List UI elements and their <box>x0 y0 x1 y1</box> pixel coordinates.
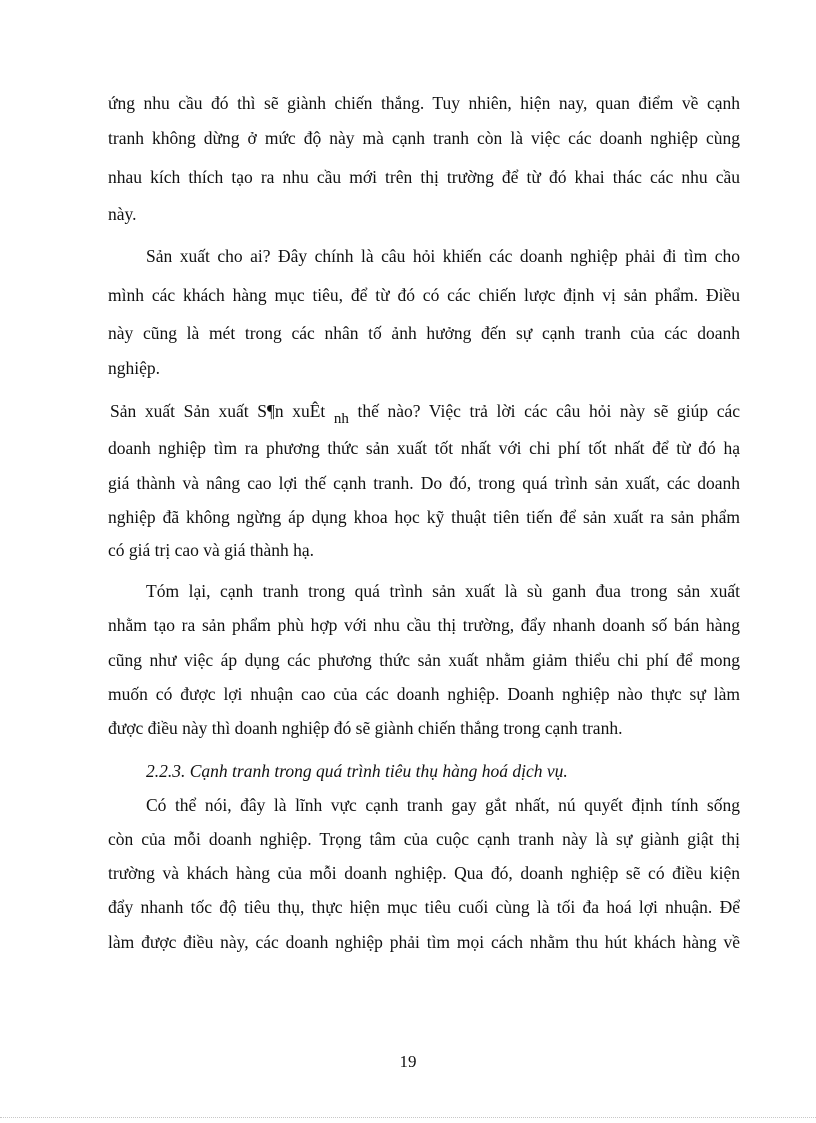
paragraph-first-line: Có thể nói, đây là lĩnh vực cạnh tranh gay gắt nhất, nú quyết định tính sống <box>146 795 740 815</box>
text-run: Sản xuất Sản xuất S¶n xuÊt <box>110 401 326 421</box>
text-line: được điều này thì doanh nghiệp đó sẽ giành chiến thắng trong cạnh tranh. <box>108 718 623 738</box>
text-line: doanh nghiệp tìm ra phương thức sản xuất tốt nhất với chi phí tốt nhất để từ đó hạ <box>108 438 740 458</box>
text-line: ứng nhu cầu đó thì sẽ giành chiến thắng. Tuy nhiên, hiện nay, quan điểm về cạnh <box>108 93 740 113</box>
text-line: nhau kích thích tạo ra nhu cầu mới trên thị trường để từ đó khai thác các nhu cầu <box>108 167 740 187</box>
text-line: muốn có được lợi nhuận cao của các doanh nghiệp. Doanh nghiệp nào thực sự làm <box>108 684 740 704</box>
text-line: nghiệp. <box>108 358 161 378</box>
text-line: tranh không dừng ở mức độ này mà cạnh tranh còn là việc các doanh nghiệp cùng <box>108 128 740 148</box>
text-line: này. <box>108 204 137 224</box>
paragraph-first-line: Tóm lại, cạnh tranh trong quá trình sản xuất là sù ganh đua trong sản xuất <box>146 581 740 601</box>
text-line: trường và khách hàng của mỗi doanh nghiệp. Qua đó, doanh nghiệp sẽ có điều kiện <box>108 863 740 883</box>
paragraph-first-line: Sản xuất cho ai? Đây chính là câu hỏi khiến các doanh nghiệp phải đi tìm cho <box>146 246 740 266</box>
page-number: 19 <box>399 1052 417 1071</box>
subscript-run: nh <box>333 411 349 427</box>
text-line: giá thành và nâng cao lợi thế cạnh tranh. Do đó, trong quá trình sản xuất, các doanh <box>108 473 740 493</box>
text-run: thế nào? Việc trả lời các câu hỏi này sẽ giúp các <box>357 401 741 421</box>
section-heading: 2.2.3. Cạnh tranh trong quá trình tiêu thụ hàng hoá dịch vụ. <box>146 761 568 781</box>
text-line: làm được điều này, các doanh nghiệp phải tìm mọi cách nhằm thu hút khách hàng về <box>108 932 740 952</box>
paragraph-first-line <box>110 400 741 427</box>
text-line: cũng như việc áp dụng các phương thức sản xuất nhằm giảm thiểu chi phí để mong <box>108 650 740 670</box>
text-line: nghiệp đã không ngừng áp dụng khoa học kỹ thuật tiên tiến để sản xuất ra sản phẩm <box>108 507 740 527</box>
text-line: này cũng là mét trong các nhân tố ảnh hưởng đến sự cạnh tranh của các doanh <box>108 323 740 343</box>
page-bottom-border <box>0 1117 816 1118</box>
text-line: nhằm tạo ra sản phẩm phù hợp với nhu cầu thị trường, đẩy nhanh doanh số bán hàng <box>108 615 740 635</box>
text-line: còn của mỗi doanh nghiệp. Trọng tâm của cuộc cạnh tranh này là sự giành giật thị <box>108 829 740 849</box>
text-line: có giá trị cao và giá thành hạ. <box>108 540 315 560</box>
text-line: mình các khách hàng mục tiêu, để từ đó có các chiến lược định vị sản phẩm. Điều <box>108 285 740 305</box>
text-line: đẩy nhanh tốc độ tiêu thụ, thực hiện mục tiêu cuối cùng là tối đa hoá lợi nhuận. Để <box>108 897 740 917</box>
